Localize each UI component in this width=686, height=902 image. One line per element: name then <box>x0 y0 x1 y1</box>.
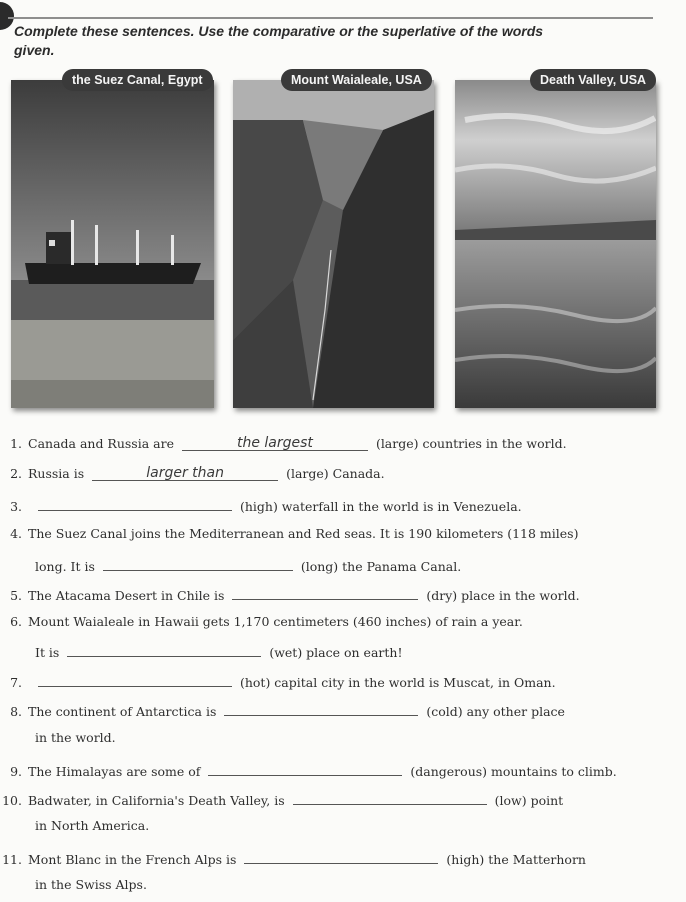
answer-blank[interactable]: the largest <box>182 436 368 451</box>
photo-label-suez: the Suez Canal, Egypt <box>62 69 213 91</box>
answer-blank[interactable] <box>103 556 293 571</box>
item-7: 7. (hot) capital city in the world is Muscat, in Oman. <box>0 672 556 691</box>
item-10: 10. Badwater, in California's Death Valley, is (low) point <box>0 790 563 809</box>
answer-blank[interactable]: larger than <box>92 466 278 481</box>
item-3: 3. (high) waterfall in the world is in Venezuela. <box>0 496 522 515</box>
answer-blank[interactable] <box>293 790 487 805</box>
photo-label-waialeale: Mount Waialeale, USA <box>281 69 432 91</box>
answer-blank[interactable] <box>67 642 261 657</box>
answer-blank[interactable] <box>38 672 232 687</box>
photo-label-death-valley: Death Valley, USA <box>530 69 656 91</box>
answer-blank[interactable] <box>232 585 418 600</box>
answer-blank[interactable] <box>244 849 438 864</box>
item-4: 4. The Suez Canal joins the Mediterranean and Red seas. It is 190 kilometers (118 miles) <box>10 526 579 541</box>
item-6: 6. Mount Waialeale in Hawaii gets 1,170 centimeters (460 inches) of rain a year. <box>10 614 523 629</box>
item-11: 11. Mont Blanc in the French Alps is (high) the Matterhorn <box>0 849 586 868</box>
item-9: 9. The Himalayas are some of (dangerous) mountains to climb. <box>0 761 617 780</box>
exercise-instructions: Complete these sentences. Use the comparative or the superlative of the words given. <box>14 23 544 58</box>
photo-mount-waialeale <box>233 80 434 408</box>
item-6-continued: It is (wet) place on earth! <box>7 642 402 661</box>
answer-blank[interactable] <box>224 701 418 716</box>
photo-death-valley <box>455 80 656 408</box>
item-10-continued: in North America. <box>35 818 150 833</box>
item-11-continued: in the Swiss Alps. <box>35 877 147 892</box>
item-8: 8. The continent of Antarctica is (cold) any other place <box>0 701 565 720</box>
top-rule <box>8 17 653 19</box>
answer-blank[interactable] <box>38 496 232 511</box>
answer-blank[interactable] <box>208 761 402 776</box>
item-5: 5. The Atacama Desert in Chile is (dry) place in the world. <box>0 585 580 604</box>
item-8-continued: in the world. <box>35 730 116 745</box>
item-1: 1. Canada and Russia are the largest (large) countries in the world. <box>10 435 567 451</box>
photo-suez-canal <box>11 80 214 408</box>
item-2: 2. Russia is larger than (large) Canada. <box>10 465 385 481</box>
item-4-continued: long. It is (long) the Panama Canal. <box>7 556 461 575</box>
page-corner-marker <box>0 2 14 30</box>
